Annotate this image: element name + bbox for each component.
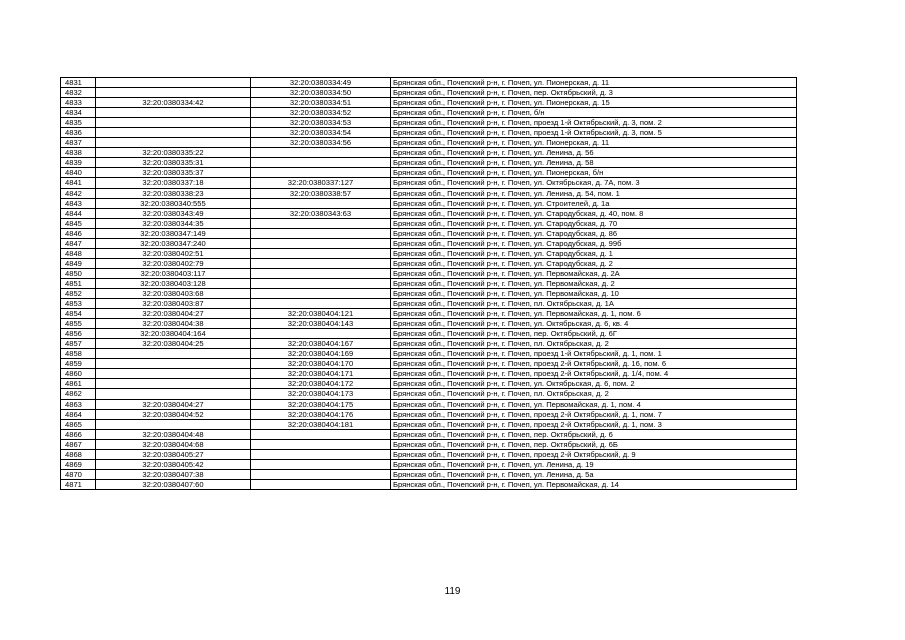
address-cell: Брянская обл., Почепский р-н, г. Почеп, проезд 2-й Октябрьский, д. 1, пом. 7	[391, 409, 797, 419]
address-cell: Брянская обл., Почепский р-н, г. Почеп, ул. Стародубская, д. 70	[391, 218, 797, 228]
building-cadastral-number-cell	[251, 479, 391, 489]
building-cadastral-number-cell	[251, 228, 391, 238]
row-number-cell: 4853	[61, 299, 96, 309]
table-row	[61, 278, 797, 288]
cadastral-number-cell	[96, 128, 251, 138]
table-row	[61, 288, 797, 298]
page-number: 119	[444, 586, 461, 597]
address-cell: Брянская обл., Почепский р-н, г. Почеп, ул. Первомайская, д. 10	[391, 288, 797, 298]
row-number-cell: 4867	[61, 439, 96, 449]
address-cell: Брянская обл., Почепский р-н, г. Почеп, проезд 2-й Октябрьский, д. 1, пом. 3	[391, 419, 797, 429]
table-row	[61, 299, 797, 309]
row-number-cell: 4837	[61, 138, 96, 148]
row-number-cell: 4850	[61, 268, 96, 278]
building-cadastral-number-cell	[251, 459, 391, 469]
table-row	[61, 138, 797, 148]
cadastral-number-cell: 32:20:0380335:31	[96, 158, 251, 168]
cadastral-number-cell	[96, 78, 251, 88]
table-row	[61, 379, 797, 389]
row-number-cell: 4869	[61, 459, 96, 469]
table-row	[61, 389, 797, 399]
building-cadastral-number-cell: 32:20:0380334:53	[251, 118, 391, 128]
building-cadastral-number-cell: 32:20:0380337:127	[251, 178, 391, 188]
building-cadastral-number-cell: 32:20:0380404:121	[251, 309, 391, 319]
row-number-cell: 4868	[61, 449, 96, 459]
cadastral-number-cell: 32:20:0380404:25	[96, 339, 251, 349]
address-cell: Брянская обл., Почепский р-н, г. Почеп, ул. Ленина, д. 19	[391, 459, 797, 469]
table-row	[61, 439, 797, 449]
row-number-cell: 4849	[61, 258, 96, 268]
address-cell: Брянская обл., Почепский р-н, г. Почеп, проезд 1-й Октябрьский, д. 1, пом. 1	[391, 349, 797, 359]
building-cadastral-number-cell	[251, 429, 391, 439]
address-cell: Брянская обл., Почепский р-н, г. Почеп, пер. Октябрьский, д. 3	[391, 88, 797, 98]
table-row	[61, 349, 797, 359]
table-row	[61, 359, 797, 369]
table-row	[61, 339, 797, 349]
address-cell: Брянская обл., Почепский р-н, г. Почеп, ул. Ленина, д. 58	[391, 158, 797, 168]
table-row	[61, 78, 797, 88]
cadastral-number-cell: 32:20:0380347:240	[96, 238, 251, 248]
table-row	[61, 218, 797, 228]
row-number-cell: 4870	[61, 469, 96, 479]
address-cell: Брянская обл., Почепский р-н, г. Почеп, пл. Октябрьская, д. 1А	[391, 299, 797, 309]
row-number-cell: 4865	[61, 419, 96, 429]
address-cell: Брянская обл., Почепский р-н, г. Почеп, проезд 2-й Октябрьский, д. 1/4, пом. 4	[391, 369, 797, 379]
building-cadastral-number-cell	[251, 148, 391, 158]
building-cadastral-number-cell: 32:20:0380404:173	[251, 389, 391, 399]
cadastral-number-cell: 32:20:0380404:52	[96, 409, 251, 419]
address-cell: Брянская обл., Почепский р-н, г. Почеп, ул. Октябрьская, д. 6, кв. 4	[391, 319, 797, 329]
building-cadastral-number-cell	[251, 218, 391, 228]
table-row	[61, 449, 797, 459]
row-number-cell: 4841	[61, 178, 96, 188]
address-cell: Брянская обл., Почепский р-н, г. Почеп, ул. Ленина, д. 5а	[391, 469, 797, 479]
table-row	[61, 399, 797, 409]
cadastral-number-cell: 32:20:0380335:22	[96, 148, 251, 158]
building-cadastral-number-cell: 32:20:0380404:176	[251, 409, 391, 419]
table-row	[61, 319, 797, 329]
table-row	[61, 409, 797, 419]
registry-table	[60, 77, 797, 490]
table-row	[61, 228, 797, 238]
address-cell: Брянская обл., Почепский р-н, г. Почеп, ул. Стародубская, д. 99б	[391, 238, 797, 248]
cadastral-number-cell: 32:20:0380404:48	[96, 429, 251, 439]
cadastral-number-cell: 32:20:0380404:68	[96, 439, 251, 449]
address-cell: Брянская обл., Почепский р-н, г. Почеп, пл. Октябрьская, д. 2	[391, 339, 797, 349]
row-number-cell: 4854	[61, 309, 96, 319]
row-number-cell: 4844	[61, 208, 96, 218]
address-cell: Брянская обл., Почепский р-н, г. Почеп, ул. Октябрьская, д. 7А, пом. 3	[391, 178, 797, 188]
address-cell: Брянская обл., Почепский р-н, г. Почеп, ул. Первомайская, д. 1, пом. 4	[391, 399, 797, 409]
building-cadastral-number-cell: 32:20:0380334:52	[251, 108, 391, 118]
row-number-cell: 4858	[61, 349, 96, 359]
building-cadastral-number-cell: 32:20:0380334:56	[251, 138, 391, 148]
cadastral-number-cell: 32:20:0380403:68	[96, 288, 251, 298]
table-row	[61, 469, 797, 479]
building-cadastral-number-cell	[251, 168, 391, 178]
table-row	[61, 178, 797, 188]
cadastral-number-cell: 32:20:0380337:18	[96, 178, 251, 188]
building-cadastral-number-cell	[251, 278, 391, 288]
row-number-cell: 4871	[61, 479, 96, 489]
cadastral-number-cell: 32:20:0380347:149	[96, 228, 251, 238]
address-cell: Брянская обл., Почепский р-н, г. Почеп, ул. Ленина, д. 56	[391, 148, 797, 158]
table-row	[61, 188, 797, 198]
registry-table-body	[61, 78, 797, 490]
building-cadastral-number-cell	[251, 238, 391, 248]
row-number-cell: 4832	[61, 88, 96, 98]
row-number-cell: 4862	[61, 389, 96, 399]
table-row	[61, 429, 797, 439]
row-number-cell: 4845	[61, 218, 96, 228]
building-cadastral-number-cell	[251, 198, 391, 208]
cadastral-number-cell: 32:20:0380334:42	[96, 98, 251, 108]
row-number-cell: 4861	[61, 379, 96, 389]
cadastral-number-cell	[96, 349, 251, 359]
address-cell: Брянская обл., Почепский р-н, г. Почеп, ул. Пионерская, д. 15	[391, 98, 797, 108]
table-row	[61, 238, 797, 248]
cadastral-number-cell: 32:20:0380340:555	[96, 198, 251, 208]
table-row	[61, 168, 797, 178]
building-cadastral-number-cell	[251, 288, 391, 298]
row-number-cell: 4842	[61, 188, 96, 198]
cadastral-number-cell: 32:20:0380404:27	[96, 309, 251, 319]
address-cell: Брянская обл., Почепский р-н, г. Почеп, проезд 1-й Октябрьский, д. 3, пом. 2	[391, 118, 797, 128]
table-row	[61, 128, 797, 138]
cadastral-number-cell	[96, 108, 251, 118]
row-number-cell: 4846	[61, 228, 96, 238]
row-number-cell: 4855	[61, 319, 96, 329]
table-row	[61, 208, 797, 218]
row-number-cell: 4856	[61, 329, 96, 339]
address-cell: Брянская обл., Почепский р-н, г. Почеп, ул. Пионерская, д. 11	[391, 78, 797, 88]
address-cell: Брянская обл., Почепский р-н, г. Почеп, пер. Октябрьский, д. 6Г	[391, 329, 797, 339]
building-cadastral-number-cell: 32:20:0380404:172	[251, 379, 391, 389]
table-row	[61, 329, 797, 339]
table-row	[61, 158, 797, 168]
table-row	[61, 309, 797, 319]
cadastral-number-cell: 32:20:0380344:35	[96, 218, 251, 228]
table-row	[61, 118, 797, 128]
cadastral-number-cell: 32:20:0380403:128	[96, 278, 251, 288]
table-row	[61, 88, 797, 98]
table-row	[61, 148, 797, 158]
cadastral-number-cell	[96, 359, 251, 369]
address-cell: Брянская обл., Почепский р-н, г. Почеп, ул. Стародубская, д. 1	[391, 248, 797, 258]
row-number-cell: 4835	[61, 118, 96, 128]
table-row	[61, 108, 797, 118]
row-number-cell: 4864	[61, 409, 96, 419]
building-cadastral-number-cell: 32:20:0380404:167	[251, 339, 391, 349]
building-cadastral-number-cell	[251, 158, 391, 168]
row-number-cell: 4834	[61, 108, 96, 118]
building-cadastral-number-cell: 32:20:0380334:50	[251, 88, 391, 98]
building-cadastral-number-cell	[251, 469, 391, 479]
address-cell: Брянская обл., Почепский р-н, г. Почеп, ул. Стародубская, д. 2	[391, 258, 797, 268]
address-cell: Брянская обл., Почепский р-н, г. Почеп, ул. Первомайская, д. 2	[391, 278, 797, 288]
building-cadastral-number-cell: 32:20:0380404:169	[251, 349, 391, 359]
row-number-cell: 4840	[61, 168, 96, 178]
building-cadastral-number-cell: 32:20:0380343:63	[251, 208, 391, 218]
cadastral-number-cell: 32:20:0380338:23	[96, 188, 251, 198]
building-cadastral-number-cell: 32:20:0380334:49	[251, 78, 391, 88]
cadastral-number-cell	[96, 118, 251, 128]
building-cadastral-number-cell: 32:20:0380334:51	[251, 98, 391, 108]
cadastral-number-cell: 32:20:0380402:51	[96, 248, 251, 258]
address-cell: Брянская обл., Почепский р-н, г. Почеп, пл. Октябрьская, д. 2	[391, 389, 797, 399]
table-row	[61, 419, 797, 429]
building-cadastral-number-cell	[251, 329, 391, 339]
row-number-cell: 4838	[61, 148, 96, 158]
cadastral-number-cell	[96, 379, 251, 389]
row-number-cell: 4851	[61, 278, 96, 288]
address-cell: Брянская обл., Почепский р-н, г. Почеп, проезд 2-й Октябрьский, д. 9	[391, 449, 797, 459]
row-number-cell: 4860	[61, 369, 96, 379]
cadastral-number-cell	[96, 88, 251, 98]
cadastral-number-cell	[96, 369, 251, 379]
address-cell: Брянская обл., Почепский р-н, г. Почеп, проезд 2-й Октябрьский, д. 16, пом. 6	[391, 359, 797, 369]
address-cell: Брянская обл., Почепский р-н, г. Почеп, ул. Пионерская, б/н	[391, 168, 797, 178]
cadastral-number-cell: 32:20:0380403:87	[96, 299, 251, 309]
cadastral-number-cell: 32:20:0380407:38	[96, 469, 251, 479]
cadastral-number-cell	[96, 389, 251, 399]
row-number-cell: 4852	[61, 288, 96, 298]
cadastral-number-cell	[96, 138, 251, 148]
row-number-cell: 4859	[61, 359, 96, 369]
table-row	[61, 98, 797, 108]
address-cell: Брянская обл., Почепский р-н, г. Почеп, пер. Октябрьский, д. 6	[391, 429, 797, 439]
table-row	[61, 369, 797, 379]
building-cadastral-number-cell	[251, 268, 391, 278]
building-cadastral-number-cell: 32:20:0380404:175	[251, 399, 391, 409]
row-number-cell: 4848	[61, 248, 96, 258]
address-cell: Брянская обл., Почепский р-н, г. Почеп, пер. Октябрьский, д. 6Б	[391, 439, 797, 449]
cadastral-number-cell: 32:20:0380402:79	[96, 258, 251, 268]
table-row	[61, 268, 797, 278]
building-cadastral-number-cell: 32:20:0380404:171	[251, 369, 391, 379]
row-number-cell: 4843	[61, 198, 96, 208]
building-cadastral-number-cell: 32:20:0380338:57	[251, 188, 391, 198]
address-cell: Брянская обл., Почепский р-н, г. Почеп, ул. Стародубская, д. 86	[391, 228, 797, 238]
address-cell: Брянская обл., Почепский р-н, г. Почеп, ул. Пионерская, д. 11	[391, 138, 797, 148]
address-cell: Брянская обл., Почепский р-н, г. Почеп, ул. Первомайская, д. 14	[391, 479, 797, 489]
address-cell: Брянская обл., Почепский р-н, г. Почеп, ул. Октябрьская, д. 6, пом. 2	[391, 379, 797, 389]
row-number-cell: 4839	[61, 158, 96, 168]
building-cadastral-number-cell: 32:20:0380404:170	[251, 359, 391, 369]
cadastral-number-cell: 32:20:0380405:27	[96, 449, 251, 459]
cadastral-number-cell: 32:20:0380343:49	[96, 208, 251, 218]
row-number-cell: 4847	[61, 238, 96, 248]
table-row	[61, 248, 797, 258]
row-number-cell: 4831	[61, 78, 96, 88]
row-number-cell: 4836	[61, 128, 96, 138]
row-number-cell: 4863	[61, 399, 96, 409]
cadastral-number-cell: 32:20:0380335:37	[96, 168, 251, 178]
table-row	[61, 459, 797, 469]
row-number-cell: 4857	[61, 339, 96, 349]
row-number-cell: 4866	[61, 429, 96, 439]
address-cell: Брянская обл., Почепский р-н, г. Почеп, ул. Первомайская, д. 1, пом. 6	[391, 309, 797, 319]
building-cadastral-number-cell	[251, 299, 391, 309]
address-cell: Брянская обл., Почепский р-н, г. Почеп, б/н	[391, 108, 797, 118]
address-cell: Брянская обл., Почепский р-н, г. Почеп, ул. Стародубская, д. 40, пом. 8	[391, 208, 797, 218]
cadastral-number-cell: 32:20:0380404:164	[96, 329, 251, 339]
cadastral-number-cell: 32:20:0380405:42	[96, 459, 251, 469]
cadastral-number-cell: 32:20:0380404:38	[96, 319, 251, 329]
building-cadastral-number-cell	[251, 258, 391, 268]
cadastral-number-cell: 32:20:0380404:27	[96, 399, 251, 409]
address-cell: Брянская обл., Почепский р-н, г. Почеп, ул. Первомайская, д. 2А	[391, 268, 797, 278]
address-cell: Брянская обл., Почепский р-н, г. Почеп, ул. Ленина, д. 54, пом. 1	[391, 188, 797, 198]
table-row	[61, 258, 797, 268]
table-row	[61, 479, 797, 489]
building-cadastral-number-cell: 32:20:0380404:143	[251, 319, 391, 329]
building-cadastral-number-cell	[251, 439, 391, 449]
cadastral-number-cell	[96, 419, 251, 429]
table-row	[61, 198, 797, 208]
row-number-cell: 4833	[61, 98, 96, 108]
building-cadastral-number-cell	[251, 449, 391, 459]
building-cadastral-number-cell: 32:20:0380334:54	[251, 128, 391, 138]
building-cadastral-number-cell: 32:20:0380404:181	[251, 419, 391, 429]
cadastral-number-cell: 32:20:0380403:117	[96, 268, 251, 278]
address-cell: Брянская обл., Почепский р-н, г. Почеп, ул. Строителей, д. 1а	[391, 198, 797, 208]
cadastral-number-cell: 32:20:0380407:60	[96, 479, 251, 489]
building-cadastral-number-cell	[251, 248, 391, 258]
address-cell: Брянская обл., Почепский р-н, г. Почеп, проезд 1-й Октябрьский, д. 3, пом. 5	[391, 128, 797, 138]
